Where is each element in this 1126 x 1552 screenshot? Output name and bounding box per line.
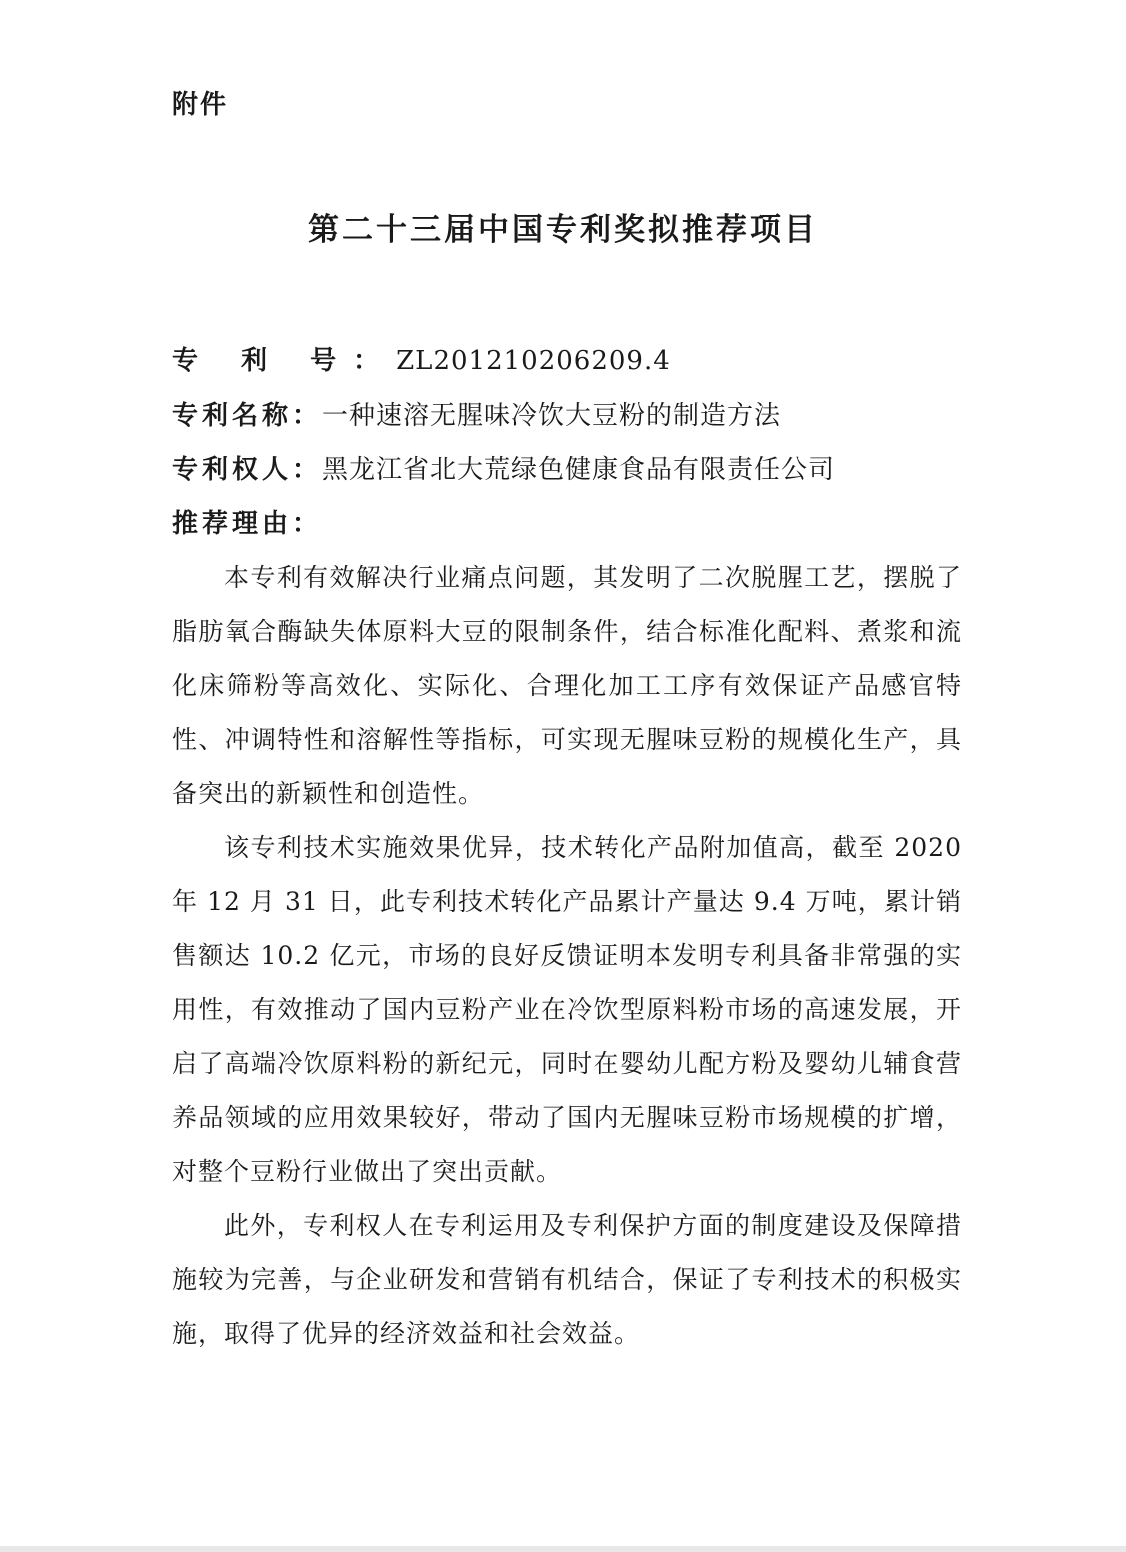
scan-edge-divider [0, 1546, 1126, 1552]
reason-paragraph-3: 此外，专利权人在专利运用及专利保护方面的制度建设及保障措施较为完善，与企业研发和营销有机结合，保证了专利技术的积极实施，取得了优异的经济效益和社会效益。 [172, 1211, 962, 1348]
patent-name-label: 专利名称： [172, 401, 323, 431]
patentee-label: 专利权人： [172, 455, 323, 485]
patent-name-value: 一种速溶无腥味冷饮大豆粉的制造方法 [322, 401, 782, 431]
attachment-label: 附件 [172, 90, 229, 120]
reason-label: 推荐理由： [172, 509, 323, 539]
patentee-value: 黑龙江省北大荒绿色健康食品有限责任公司 [322, 455, 836, 485]
page-title: 第二十三届中国专利奖拟推荐项目 [308, 212, 818, 248]
reason-paragraph-1: 本专利有效解决行业痛点问题，其发明了二次脱腥工艺，摆脱了脂肪氧合酶缺失体原料大豆的限制条件，结合标准化配料、煮浆和流化床筛粉等高效化、实际化、合理化加工工序有效保证产品感官特性、冲调特性和溶解性等指标，可实现无腥味豆粉的规模化生产，具备突出的新颖性和创造性。 [172, 563, 962, 808]
reason-body [172, 551, 962, 1361]
patent-number-value: ZL201210206209.4 [396, 346, 671, 376]
reason-row [172, 506, 322, 542]
patent-number-row [172, 343, 671, 379]
patent-number-label: 专 利 号： [172, 346, 397, 376]
reason-paragraph-2: 该专利技术实施效果优异，技术转化产品附加值高，截至 2020 年 12 月 31 日，此专利技术转化产品累计产量达 9.4 万吨，累计销售额达 10.2 亿元，市场的良好反馈证明本发明专利具备非常强的实用性，有效推动了国内豆粉产业在冷饮型原料粉市场的高速发展，开启了高端冷饮原料粉的新纪元，同时在婴幼儿配方粉及婴幼儿辅食营养品领域的应用效果较好，带动了国内无腥味豆粉市场规模的扩增，对整个豆粉行业做出了突出贡献。 [172, 833, 962, 1186]
patentee-row [172, 452, 835, 488]
patent-name-row [172, 398, 781, 434]
